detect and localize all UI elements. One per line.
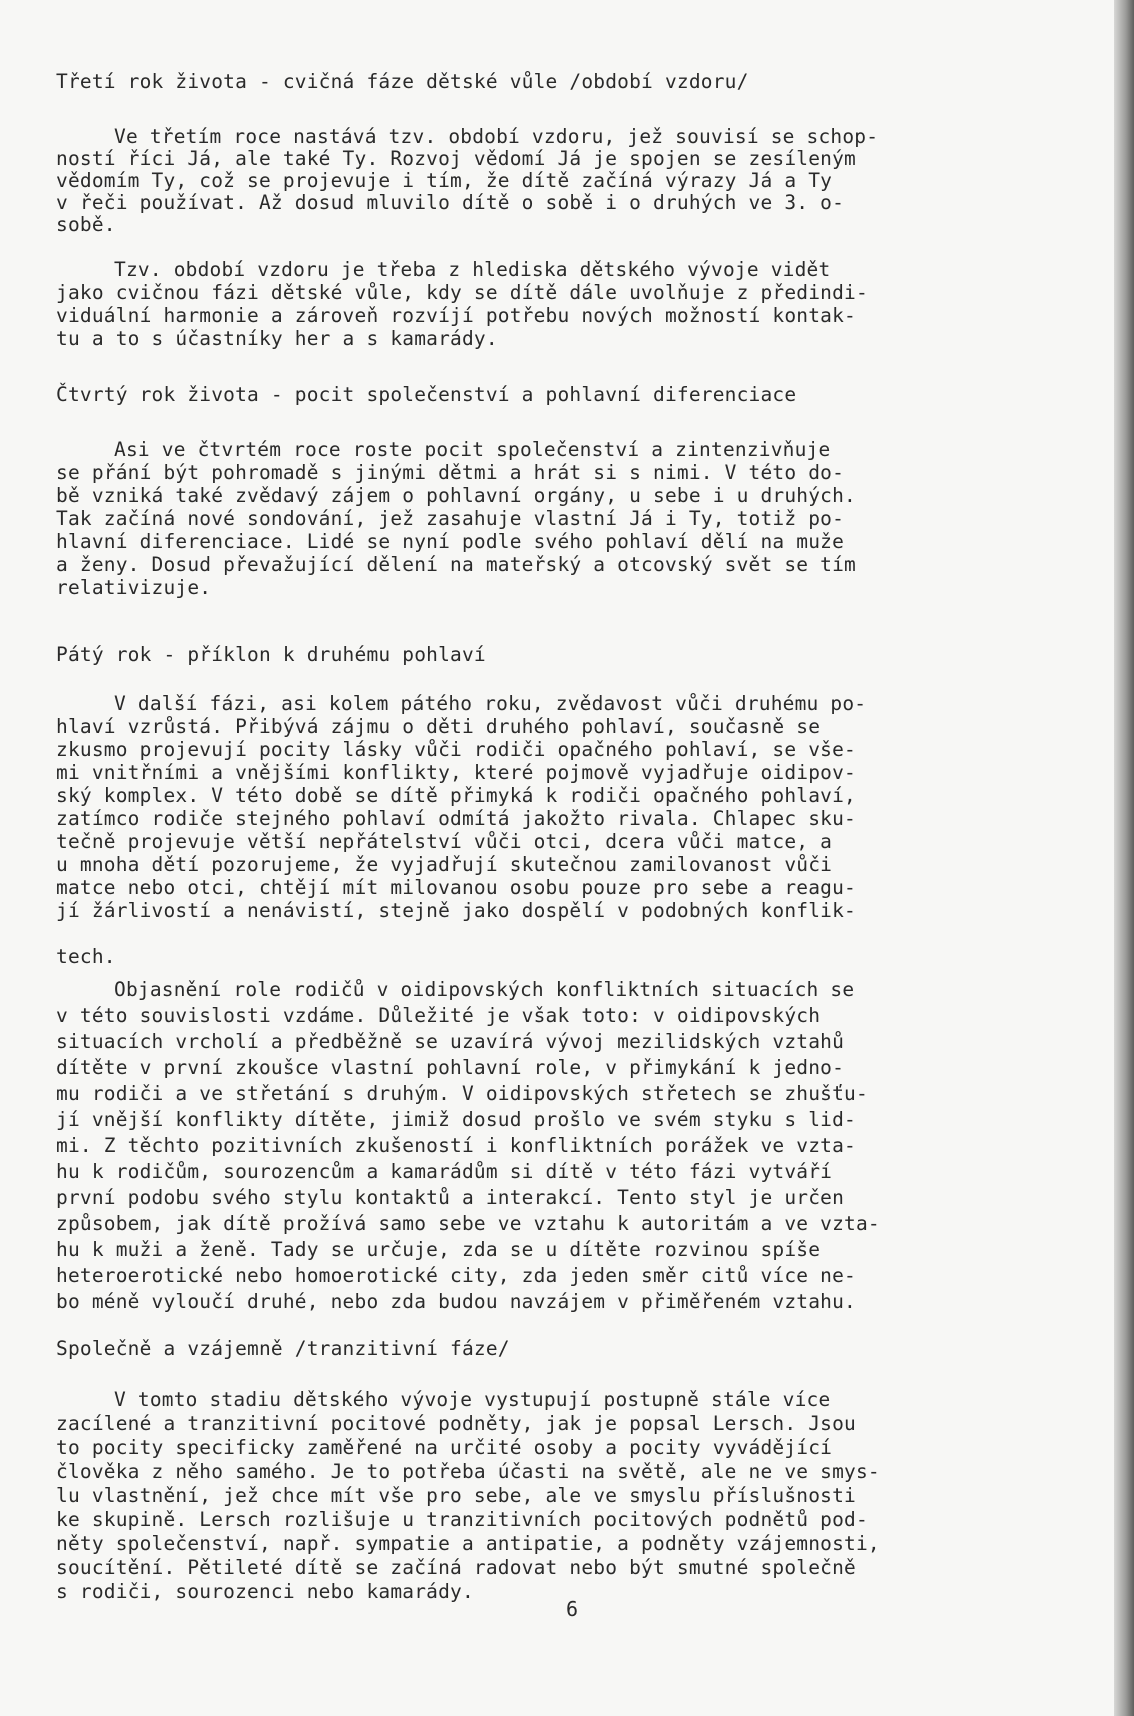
text-line: hu k rodičům, sourozencům a kamarádům si dítě v této fázi vytváří (56, 1160, 833, 1183)
text-line: bě vzniká také zvědavý zájem o pohlavní orgány, u sebe i u druhých. (56, 484, 856, 507)
text-line: způsobem, jak dítě prožívá samo sebe ve vztahu k autoritám a ve vzta- (56, 1212, 880, 1235)
text-line: bo méně vyloučí druhé, nebo zda budou navzájem v přiměřeném vztahu. (56, 1290, 856, 1313)
text-line: jako cvičnou fázi dětské vůle, kdy se dítě dále uvolňuje z předindi- (56, 281, 868, 304)
text-line: V tomto stadiu dětského vývoje vystupují postupně stále více (114, 1388, 831, 1411)
text-line: mi vnitřními a vnějšími konflikty, které pojmově vyjadřuje oidipov- (56, 761, 856, 784)
text-line: ností říci Já, ale také Ty. Rozvoj vědomí Já je spojen se zesíleným (56, 147, 856, 170)
section-heading: Čtvrtý rok života - pocit společenství a pohlavní diferenciace (56, 383, 797, 406)
section-heading: Třetí rok života - cvičná fáze dětské vůle /období vzdoru/ (56, 70, 749, 93)
text-line: první podobu svého stylu kontaktů a interakcí. Tento styl je určen (56, 1186, 845, 1209)
text-line: v této souvislosti vzdáme. Důležité je však toto: v oidipovských (56, 1004, 821, 1027)
text-line: u mnoha dětí pozorujeme, že vyjadřují skutečnou zamilovanost vůči (56, 853, 833, 876)
page-number: 6 (566, 1597, 579, 1621)
text-line: ský komplex. V této době se dítě přimyká k rodiči opačného pohlaví, (56, 784, 856, 807)
text-line: matce nebo otci, chtějí mít milovanou osobu pouze pro sebe a reagu- (56, 876, 856, 899)
text-line: něty společenství, např. sympatie a antipatie, a podněty vzájemnosti, (56, 1532, 880, 1555)
text-line: hlavní diferenciace. Lidé se nyní podle svého pohlaví dělí na muže (56, 530, 845, 553)
text-line: jí žárlivostí a nenávistí, stejně jako dospělí v podobných konflik- (56, 899, 856, 922)
text-line: Tzv. období vzdoru je třeba z hlediska dětského vývoje vidět (114, 258, 831, 281)
text-line: zkusmo projevují pocity lásky vůči rodiči opačného pohlaví, se vše- (56, 738, 856, 761)
text-line: Tak začíná nové sondování, jež zasahuje vlastní Já i Ty, totiž po- (56, 507, 845, 530)
text-line: mi. Z těchto pozitivních zkušeností i konfliktních porážek ve vzta- (56, 1134, 856, 1157)
text-line: a ženy. Dosud převažující dělení na mateřský a otcovský svět se tím (56, 553, 856, 576)
text-line: tečně projevuje větší nepřátelství vůči otci, dcera vůči matce, a (56, 830, 833, 853)
text-line: vědomím Ty, což se projevuje i tím, že dítě začíná výrazy Já a Ty (56, 169, 833, 192)
text-line: jí vnější konflikty dítěte, jimiž dosud prošlo ve svém styku s lid- (56, 1108, 856, 1131)
text-line: ke skupině. Lersch rozlišuje u tranzitivních pocitových podnětů pod- (56, 1508, 868, 1531)
text-line: Asi ve čtvrtém roce roste pocit společenství a zintenzivňuje (114, 438, 831, 461)
section-heading: Společně a vzájemně /tranzitivní fáze/ (56, 1337, 510, 1360)
text-line: heteroerotické nebo homoerotické city, zda jeden směr citů více ne- (56, 1264, 856, 1287)
text-line: s rodiči, sourozenci nebo kamarády. (56, 1580, 474, 1603)
text-line: V další fázi, asi kolem pátého roku, zvědavost vůči druhému po- (114, 692, 867, 715)
text-line: v řeči používat. Až dosud mluvilo dítě o sobě i o druhých ve 3. o- (56, 191, 845, 214)
text-line: to pocity specificky zaměřené na určité osoby a pocity vyvádějící (56, 1436, 833, 1459)
text-line: zatímco rodiče stejného pohlaví odmítá jakožto rivala. Chlapec sku- (56, 807, 856, 830)
text-line: soucítění. Pětileté dítě se začíná radovat nebo být smutné společně (56, 1556, 856, 1579)
text-line: tech. (56, 945, 116, 968)
text-line: mu rodiči a ve střetání s druhým. V oidipovských střetech se zhušťu- (56, 1082, 868, 1105)
text-line: člověka z něho samého. Je to potřeba účasti na světě, ale ne ve smys- (56, 1460, 880, 1483)
section-heading: Pátý rok - příklon k druhému pohlaví (56, 643, 486, 666)
text-line: lu vlastnění, jež chce mít vše pro sebe, ale ve smyslu příslušnosti (56, 1484, 856, 1507)
text-line: sobě. (56, 213, 116, 236)
text-line: zacílené a tranzitivní pocitové podněty, jak je popsal Lersch. Jsou (56, 1412, 856, 1435)
text-line: hu k muži a ženě. Tady se určuje, zda se u dítěte rozvinou spíše (56, 1238, 821, 1261)
text-line: Objasnění role rodičů v oidipovských konfliktních situacích se (114, 978, 855, 1001)
text-line: hlaví vzrůstá. Přibývá zájmu o děti druhého pohlaví, současně se (56, 715, 821, 738)
text-line: se přání být pohromadě s jinými dětmi a hrát si s nimi. V této do- (56, 461, 845, 484)
text-line: relativizuje. (56, 576, 212, 599)
text-line: dítěte v první zkoušce vlastní pohlavní role, v přimykání k jedno- (56, 1056, 845, 1079)
text-line: tu a to s účastníky her a s kamarády. (56, 327, 498, 350)
text-line: Ve třetím roce nastává tzv. období vzdoru, jež souvisí se schop- (114, 125, 879, 148)
text-line: viduální harmonie a zároveň rozvíjí potřebu nových možností kontak- (56, 304, 856, 327)
text-line: situacích vrcholí a předběžně se uzavírá vývoj mezilidských vztahů (56, 1030, 845, 1053)
